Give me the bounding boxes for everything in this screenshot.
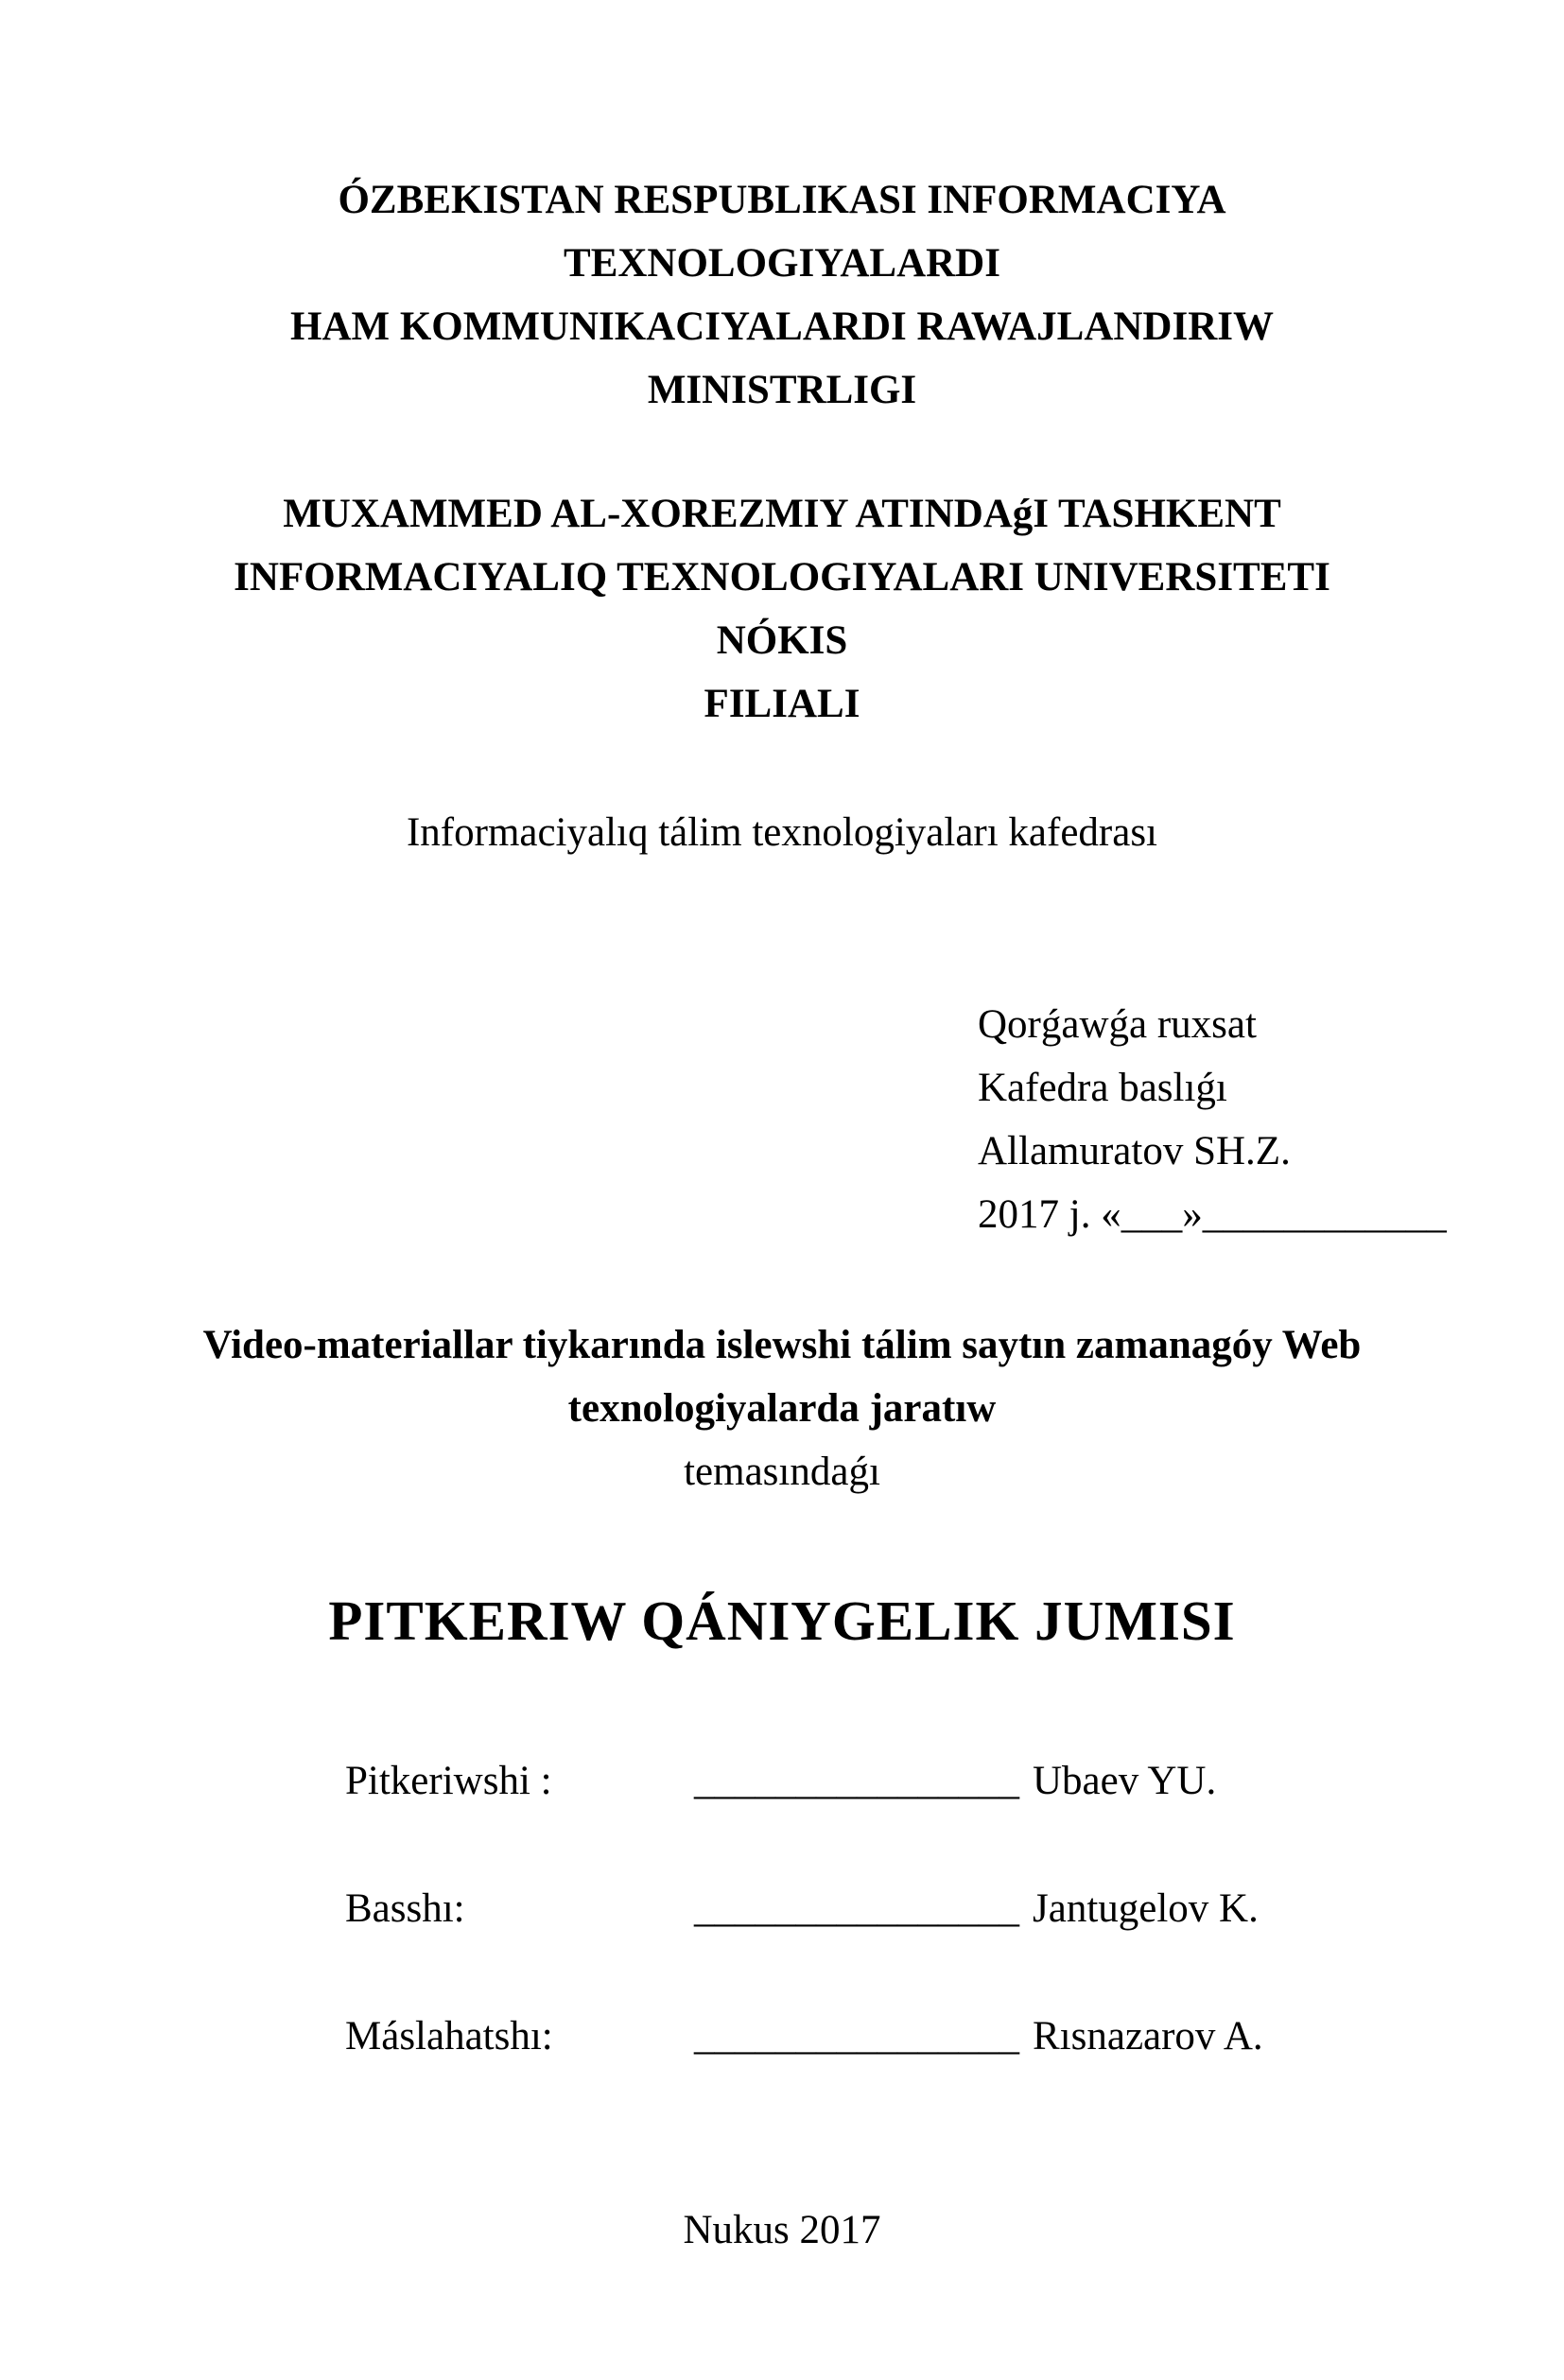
signature-name-supervisor: Jantugelov K.	[1033, 1886, 1259, 1931]
footer-city-year: Nukus 2017	[683, 2208, 881, 2252]
approval-head-title-line: Kafedra baslıǵı	[978, 1066, 1227, 1110]
approval-block	[978, 993, 1564, 1246]
university-heading	[189, 482, 1375, 736]
signature-blank-executor: ________________	[694, 1759, 1019, 1803]
signature-label-supervisor: Basshı:	[345, 1886, 465, 1931]
signature-name-consultant: Rısnazarov A.	[1033, 2014, 1263, 2059]
ministry-heading-line-1: ÓZBEKISTAN RESPUBLIKASI INFORMACIYA TEXNOLOGIYALARDI	[338, 178, 1226, 286]
ministry-heading-line-2: HAM KOMMUNIKACIYALARDI RAWAJLANDIRIW MINISTRLIGI	[290, 304, 1274, 412]
approval-date-line: 2017 j. «___»____________	[978, 1192, 1447, 1237]
department-line: Informaciyalıq tálim texnologiyaları kafedrası	[406, 810, 1157, 855]
signature-row-executor	[345, 1749, 1564, 1813]
signature-blank-supervisor: ________________	[694, 1886, 1019, 1931]
university-heading-line-3: FILIALI	[704, 682, 860, 726]
signature-label-consultant: Máslahatshı:	[345, 2014, 553, 2059]
approval-head-name-line: Allamuratov SH.Z.	[978, 1129, 1291, 1173]
university-heading-line-1: MUXAMMED AL-XOREZMIY ATINDAǵI TASHKENT	[283, 492, 1281, 536]
university-heading-line-2: INFORMACIYALIQ TEXNOLOGIYALARI UNIVERSITETI NÓKIS	[234, 555, 1330, 663]
ministry-heading	[189, 168, 1375, 422]
topic-title-line-2: texnologiyalarda jaratıw	[567, 1386, 997, 1431]
approval-permission-line: Qorǵawǵa ruxsat	[978, 1002, 1257, 1047]
signature-row-supervisor	[345, 1877, 1564, 1940]
topic-title-line-1: Video-materiallar tiykarında islewshi tálim saytın zamanagóy Web	[202, 1323, 1362, 1367]
signature-name-executor: Ubaev YU.	[1033, 1759, 1217, 1803]
signature-rows	[0, 1749, 1564, 2068]
topic-block	[189, 1313, 1375, 1503]
signature-row-consultant	[345, 2005, 1564, 2068]
signature-label-executor: Pitkeriwshi :	[345, 1759, 552, 1803]
document-title-page	[0, 168, 1564, 2380]
main-title: PITKERIW QÁNIYGELIK JUMISI	[328, 1590, 1236, 1652]
topic-suffix: temasındaǵı	[684, 1450, 880, 1494]
signature-blank-consultant: ________________	[694, 2014, 1019, 2059]
